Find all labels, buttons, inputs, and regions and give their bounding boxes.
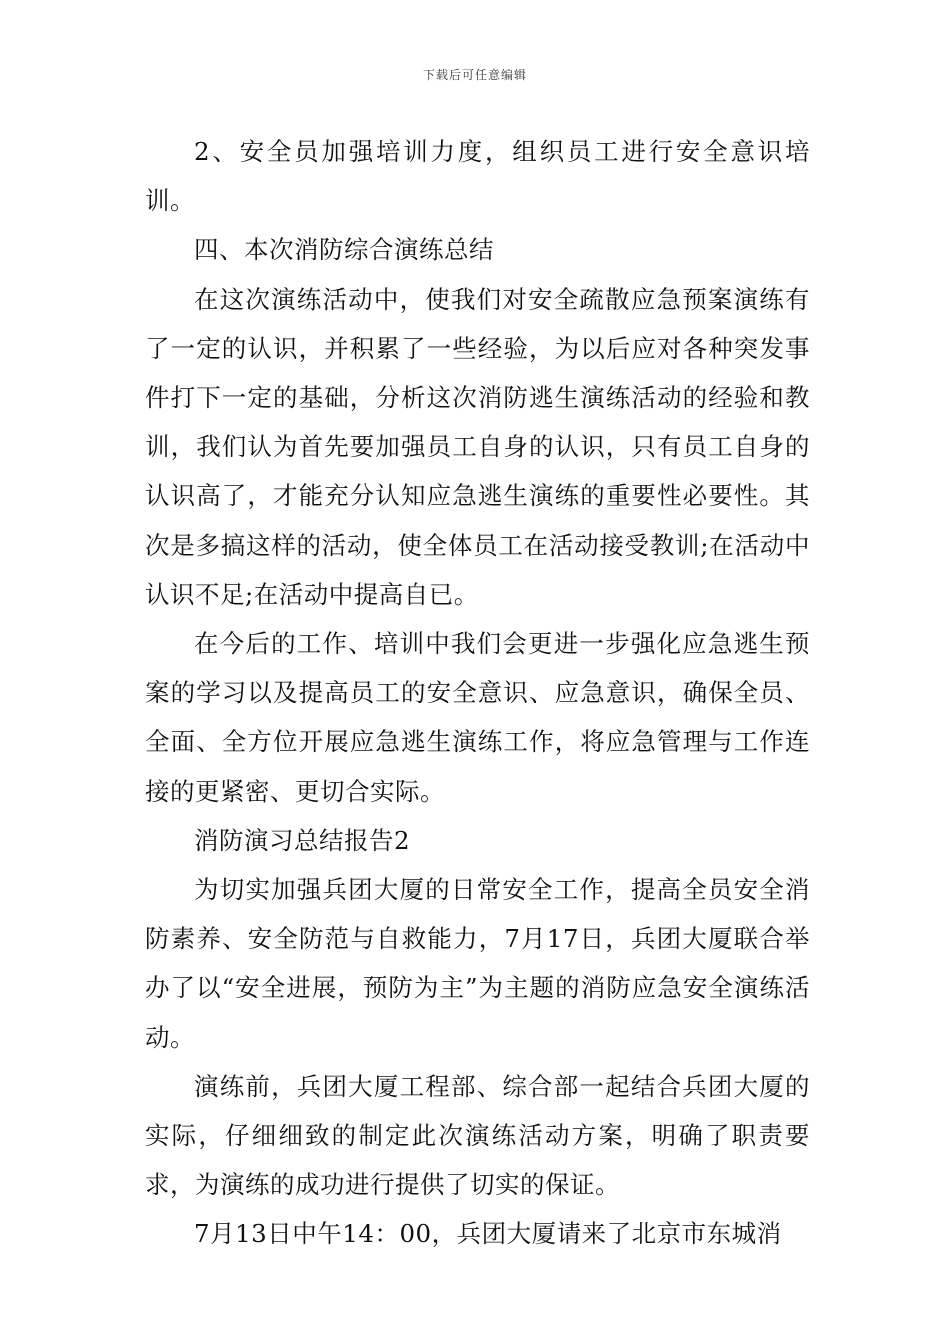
paragraph-drill-preparation: 演练前，兵团大厦工程部、综合部一起结合兵团大厦的实际，仔细细致的制定此次演练活动方案，明确了职责要求，为演练的成功进行提供了切实的保证。 [145,1071,810,1200]
section-heading-summary: 四、本次消防综合演练总结 [194,235,494,265]
paragraph-drill-experience: 在这次演练活动中，使我们对安全疏散应急预案演练有了一定的认识，并积累了一些经验，为以后应对各种突发事件打下一定的基础，分析这次消防逃生演练活动的经验和教训，我们认为首先要加强员工自身的认识，只有员工自身的认识高了，才能充分认知应急逃生演练的重要性必要性。其次是多搞这样的活动，使全体员工在活动接受教训;在活动中认识不足;在活动中提高自已。 [145,284,810,609]
page-header: 下载后可任意编辑 [422,68,527,82]
report-title-2: 消防演习总结报告2 [194,825,411,855]
paragraph-drill-intro: 为切实加强兵团大厦的日常安全工作，提高全员安全消防素养、安全防范与自救能力，7月17日，兵团大厦联合举办了以“安全进展，预防为主”为主题的消防应急安全演练活动。 [145,875,810,1052]
paragraph-future-work: 在今后的工作、培训中我们会更进一步强化应急逃生预案的学习以及提高员工的安全意识、应急意识，确保全员、全面、全方位开展应急逃生演练工作，将应急管理与工作连接的更紧密、更切合实际。 [145,629,810,806]
document-body [145,127,810,1259]
paragraph-drill-date: 7月13日中午14：00，兵团大厦请来了北京市东城消 [194,1219,782,1249]
paragraph-training-item: 2、安全员加强培训力度，组织员工进行安全意识培训。 [145,137,810,216]
